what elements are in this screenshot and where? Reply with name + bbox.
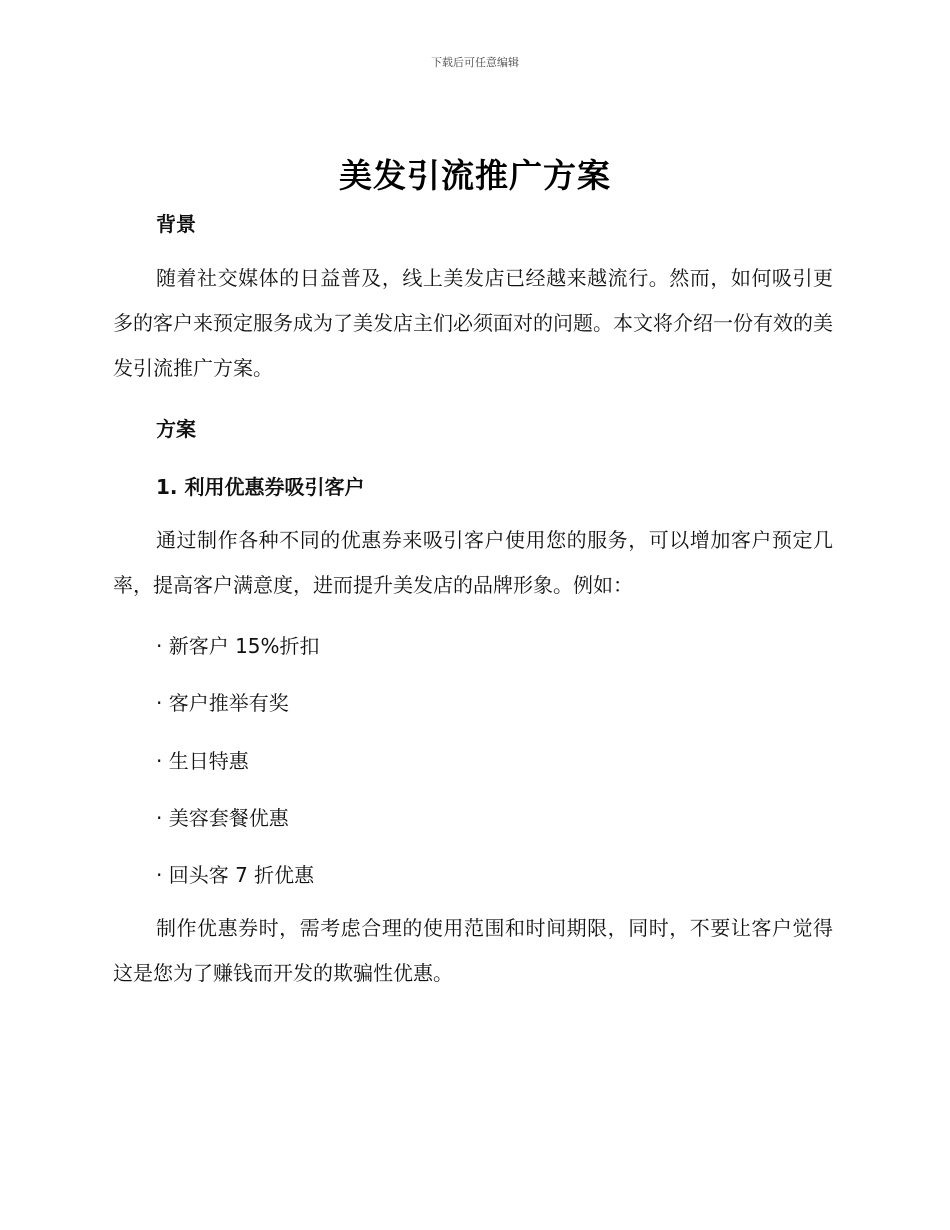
section-heading-plan: 方案 [156, 417, 196, 441]
bullet-item: · 回头客 7 折优惠 [156, 863, 315, 887]
section-heading-background: 背景 [156, 212, 196, 236]
closing-paragraph: 制作优惠券时，需考虑合理的使用范围和时间期限，同时，不要让客户觉得这是您为了赚钱而开发的欺骗性优惠。 [113, 916, 833, 985]
bullet-item: · 新客户 15%折扣 [156, 634, 320, 658]
bullet-item: · 美容套餐优惠 [156, 806, 289, 830]
bullet-item: · 生日特惠 [156, 749, 249, 773]
subsection-heading-coupons: 1. 利用优惠券吸引客户 [156, 475, 365, 499]
document-title: 美发引流推广方案 [339, 156, 611, 195]
background-paragraph: 随着社交媒体的日益普及，线上美发店已经越来越流行。然而，如何吸引更多的客户来预定服务成为了美发店主们必须面对的问题。本文将介绍一份有效的美发引流推广方案。 [113, 266, 833, 380]
coupons-paragraph: 通过制作各种不同的优惠券来吸引客户使用您的服务，可以增加客户预定几率，提高客户满意度，进而提升美发店的品牌形象。例如： [113, 528, 833, 597]
header-note: 下载后可任意编辑 [431, 56, 519, 69]
bullet-item: · 客户推举有奖 [156, 691, 289, 715]
